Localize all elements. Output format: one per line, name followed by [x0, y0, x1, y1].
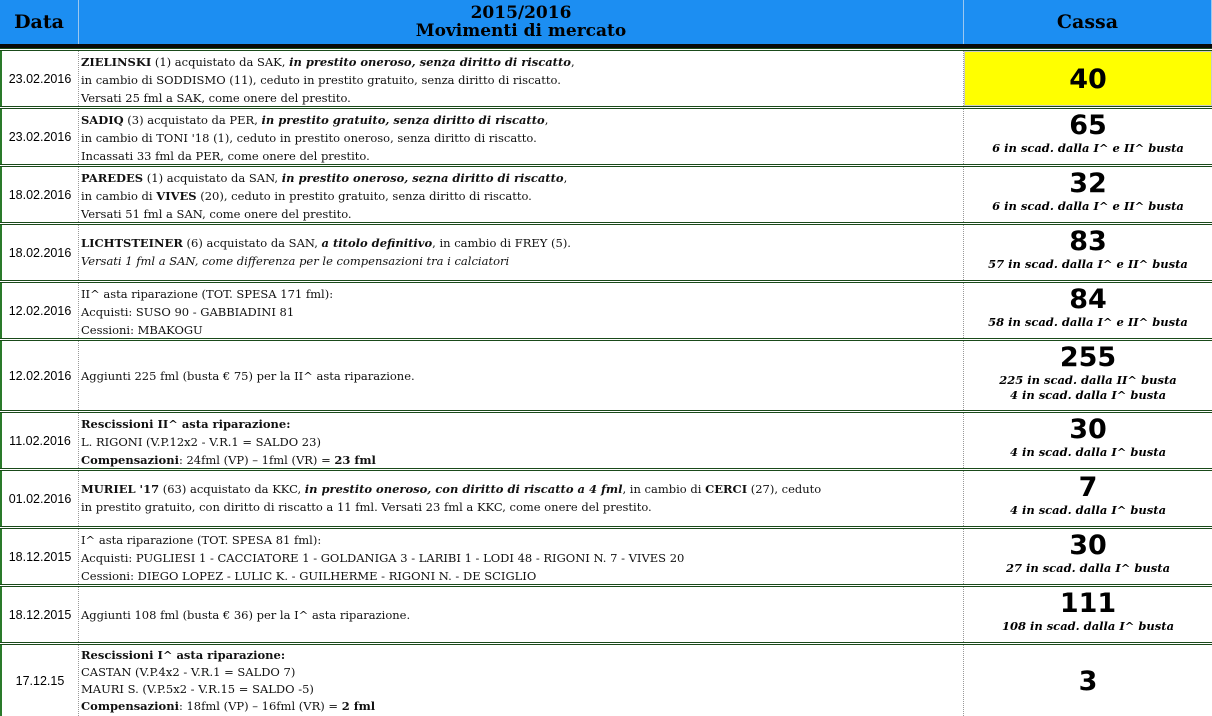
- cash-note: 4 in scad. dalla I^ busta: [1009, 445, 1167, 459]
- cash-note: 108 in scad. dalla I^ busta: [1001, 619, 1175, 633]
- movement-line-3: [81, 451, 963, 469]
- cash-value: 83: [1069, 226, 1107, 257]
- cash-note: 6 in scad. dalla I^ e II^ busta: [992, 199, 1184, 213]
- cash-value: 30: [1069, 530, 1107, 561]
- movement-line-2: [81, 187, 963, 205]
- movement-cell[interactable]: [79, 225, 964, 280]
- text-segment: ,: [563, 171, 568, 185]
- date-cell[interactable]: 18.02.2016: [2, 167, 79, 222]
- cash-value: 3: [1078, 665, 1098, 697]
- player-name: MURIEL '17: [81, 482, 160, 496]
- cash-cell[interactable]: [964, 471, 1212, 526]
- cash-note: 27 in scad. dalla I^ busta: [1005, 561, 1171, 575]
- cash-cell[interactable]: [964, 283, 1212, 338]
- table-row[interactable]: [0, 164, 1212, 222]
- cash-note-secondary: 4 in scad. dalla I^ busta: [1009, 388, 1167, 402]
- cash-cell[interactable]: [964, 109, 1212, 164]
- column-header-movements[interactable]: [79, 0, 964, 44]
- cash-note: 6 in scad. dalla I^ e II^ busta: [992, 141, 1184, 155]
- movement-line-1: [81, 111, 963, 129]
- movement-line-3: Incassati 33 fml da PER, come onere del prestito.: [81, 149, 370, 163]
- text-segment: (6) acquistato da SAN,: [182, 236, 322, 250]
- date-cell[interactable]: 12.02.2016: [2, 283, 79, 338]
- player-name: VIVES: [156, 189, 197, 203]
- movement-cell[interactable]: [79, 167, 964, 222]
- table-row[interactable]: [0, 526, 1212, 584]
- player-name: PAREDES: [81, 171, 144, 185]
- movement-line-2: Acquisti: PUGLIESI 1 - CACCIATORE 1 - GOLDANIGA 3 - LARIBI 1 - LODI 48 - RIGONI N. 7 - VIVES 20: [81, 551, 685, 565]
- movement-line-2: CASTAN (V.P.4x2 - V.R.1 = SALDO 7): [81, 665, 296, 679]
- table-row[interactable]: [0, 584, 1212, 642]
- loan-terms: in prestito oneroso, sezna diritto di riscatto: [281, 171, 564, 185]
- movement-line-1: I^ asta riparazione (TOT. SPESA 81 fml):: [81, 533, 322, 547]
- cash-value: 84: [1069, 284, 1107, 315]
- date-cell[interactable]: 17.12.15: [2, 645, 79, 716]
- cash-cell[interactable]: [964, 225, 1212, 280]
- movement-line-2: L. RIGONI (V.P.12x2 - V.R.1 = SALDO 23): [81, 435, 321, 449]
- text-segment: (20), ceduto in prestito gratuito, senza diritto di riscatto.: [196, 189, 532, 203]
- cash-cell[interactable]: [964, 529, 1212, 584]
- table-row[interactable]: [0, 410, 1212, 468]
- movement-line-1: II^ asta riparazione (TOT. SPESA 171 fml):: [81, 287, 334, 301]
- movement-line-3: Cessioni: DIEGO LOPEZ - LULIC K. - GUILHERME - RIGONI N. - DE SCIGLIO: [81, 569, 537, 583]
- player-name: CERCI: [705, 482, 748, 496]
- cash-note: 58 in scad. dalla I^ e II^ busta: [988, 315, 1188, 329]
- movement-cell[interactable]: [79, 109, 964, 164]
- loan-terms: in prestito oneroso, senza diritto di riscatto: [289, 55, 571, 69]
- player-name: SADIQ: [81, 113, 124, 127]
- text-segment: (27), ceduto: [747, 482, 822, 496]
- cash-value: 32: [1069, 168, 1107, 199]
- text-segment: (1) acquistato da SAN,: [143, 171, 282, 185]
- cash-cell[interactable]: [964, 645, 1212, 716]
- movement-line-1: Aggiunti 108 fml (busta € 36) per la I^ asta riparazione.: [81, 607, 411, 622]
- movement-line-3: Cessioni: MBAKOGU: [81, 323, 203, 337]
- table-row[interactable]: [0, 642, 1212, 716]
- date-cell[interactable]: 01.02.2016: [2, 471, 79, 526]
- table-row[interactable]: [0, 280, 1212, 338]
- movement-line-1: [81, 53, 963, 71]
- compensation-total: 2 fml: [341, 699, 376, 713]
- text-segment: ,: [544, 113, 549, 127]
- date-cell[interactable]: 18.02.2016: [2, 225, 79, 280]
- movement-cell[interactable]: [79, 51, 964, 106]
- player-name: LICHTSTEINER: [81, 236, 183, 250]
- movement-line-2: Versati 1 fml a SAN, come differenza per le compensazioni tra i calciatori: [81, 254, 510, 268]
- movement-line-3: Versati 51 fml a SAN, come onere del prestito.: [81, 207, 352, 221]
- loan-terms: in prestito gratuito, senza diritto di riscatto: [261, 113, 545, 127]
- compensation-label: Compensazioni: [81, 699, 179, 713]
- movement-cell[interactable]: [79, 529, 964, 584]
- cash-value: 7: [1078, 472, 1098, 503]
- date-cell[interactable]: 11.02.2016: [2, 413, 79, 468]
- cash-value: 111: [1059, 588, 1117, 619]
- cash-cell[interactable]: [964, 413, 1212, 468]
- cash-value: 255: [1059, 342, 1117, 373]
- cash-value: 30: [1069, 414, 1107, 445]
- movement-line-1: [81, 480, 963, 498]
- text-segment: (1) acquistato da SAK,: [151, 55, 290, 69]
- cash-header-label: Cassa: [1056, 11, 1119, 33]
- column-header-cash[interactable]: [964, 0, 1212, 44]
- player-name: ZIELINSKI: [81, 55, 152, 69]
- movement-line-1: Aggiunti 225 fml (busta € 75) per la II^ asta riparazione.: [81, 368, 415, 383]
- movement-line-1: [81, 234, 963, 252]
- table-row[interactable]: [0, 468, 1212, 526]
- cash-note: 4 in scad. dalla I^ busta: [1009, 503, 1167, 517]
- cash-value: 40: [1069, 63, 1107, 95]
- movement-line-4: [81, 698, 963, 715]
- cash-cell[interactable]: [964, 587, 1212, 642]
- movement-line-1: [81, 169, 963, 187]
- text-segment: in cambio di: [81, 189, 157, 203]
- date-cell[interactable]: 23.02.2016: [2, 51, 79, 106]
- movement-line-1: Rescissioni II^ asta riparazione:: [81, 417, 291, 431]
- cash-cell-highlighted[interactable]: [964, 51, 1212, 106]
- movements-title: Movimenti di mercato: [415, 21, 627, 41]
- movement-line-2: Acquisti: SUSO 90 - GABBIADINI 81: [81, 305, 295, 319]
- text-segment: , in cambio di FREY (5).: [432, 236, 571, 250]
- text-segment: , in cambio di: [622, 482, 706, 496]
- text-segment: (63) acquistato da KKC,: [159, 482, 305, 496]
- transfer-terms: a titolo definitivo: [321, 236, 433, 250]
- cash-cell[interactable]: [964, 167, 1212, 222]
- movement-cell[interactable]: [79, 587, 964, 642]
- cash-note: 225 in scad. dalla II^ busta: [999, 373, 1177, 387]
- movement-cell[interactable]: [79, 341, 964, 410]
- compensation-total: 23 fml: [334, 453, 376, 467]
- date-cell[interactable]: 12.02.2016: [2, 341, 79, 410]
- column-header-date[interactable]: [0, 0, 79, 44]
- table-row[interactable]: [0, 338, 1212, 410]
- movement-line-3: Versati 25 fml a SAK, come onere del prestito.: [81, 91, 351, 105]
- movement-line-2: in prestito gratuito, con diritto di riscatto a 11 fml. Versati 23 fml a KKC, come onere del prestito.: [81, 500, 652, 514]
- date-cell[interactable]: 18.12.2015: [2, 529, 79, 584]
- movement-cell[interactable]: [79, 413, 964, 468]
- movement-line-2: in cambio di TONI '18 (1), ceduto in prestito oneroso, senza diritto di riscatto.: [81, 131, 537, 145]
- movement-cell[interactable]: [79, 645, 964, 716]
- compensation-label: Compensazioni: [81, 453, 179, 467]
- movement-cell[interactable]: [79, 283, 964, 338]
- date-cell[interactable]: 18.12.2015: [2, 587, 79, 642]
- movement-line-2: in cambio di SODDISMO (11), ceduto in prestito gratuito, senza diritto di riscatto.: [81, 73, 561, 87]
- text-segment: : 18fml (VP) – 16fml (VR) =: [178, 699, 342, 713]
- date-header-label: Data: [14, 11, 64, 33]
- text-segment: (3) acquistato da PER,: [123, 113, 262, 127]
- season-label: 2015/2016: [470, 3, 572, 23]
- table-row[interactable]: [0, 106, 1212, 164]
- cash-cell[interactable]: [964, 341, 1212, 410]
- movement-cell[interactable]: [79, 471, 964, 526]
- text-segment: ,: [570, 55, 575, 69]
- table-row[interactable]: [0, 48, 1212, 106]
- cash-note: 57 in scad. dalla I^ e II^ busta: [988, 257, 1188, 271]
- date-cell[interactable]: 23.02.2016: [2, 109, 79, 164]
- movement-line-1: Rescissioni I^ asta riparazione:: [81, 648, 286, 662]
- table-row[interactable]: [0, 222, 1212, 280]
- movement-line-3: MAURI S. (V.P.5x2 - V.R.15 = SALDO -5): [81, 682, 314, 696]
- text-segment: : 24fml (VP) – 1fml (VR) =: [178, 453, 335, 467]
- loan-terms: in prestito oneroso, con diritto di riscatto a 4 fml: [304, 482, 623, 496]
- cash-value: 65: [1069, 110, 1107, 141]
